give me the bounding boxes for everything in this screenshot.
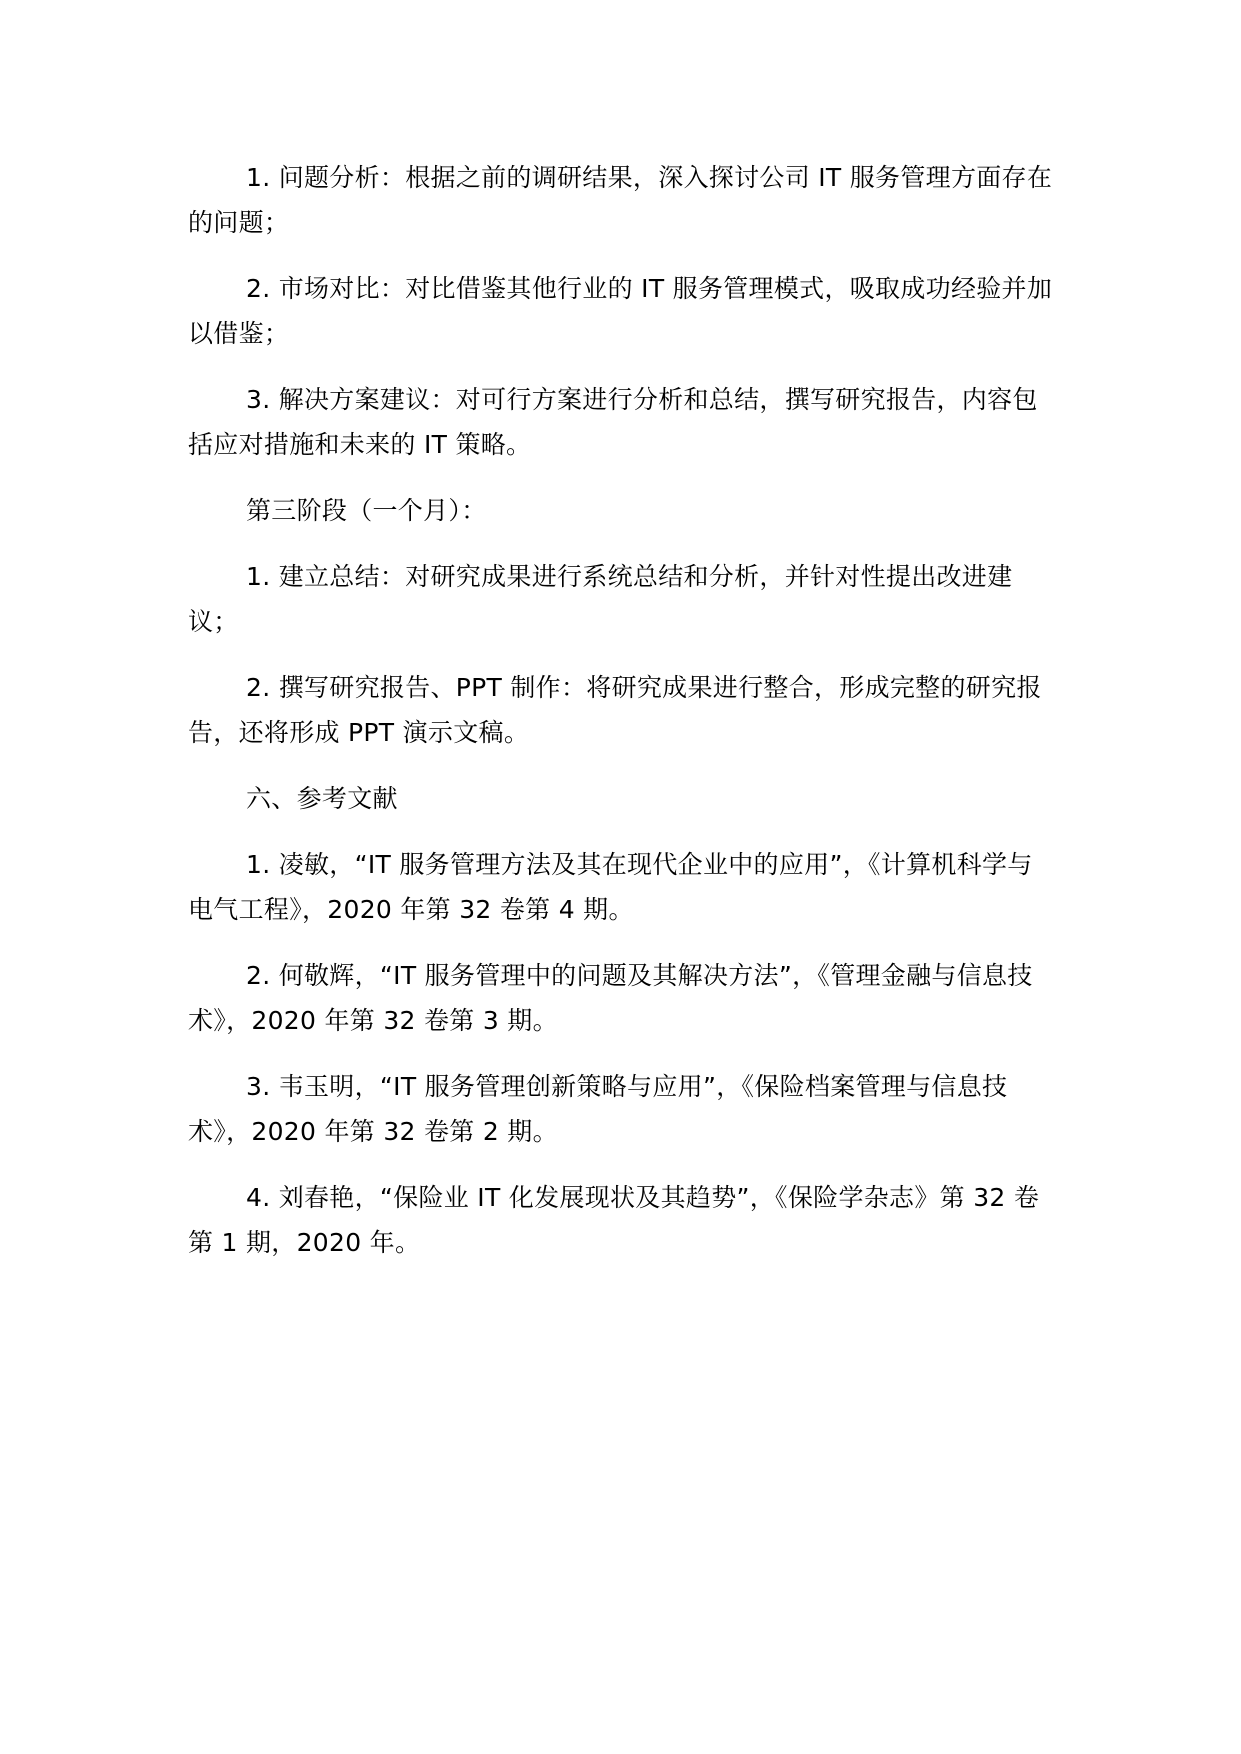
- document-body: [188, 155, 1054, 1286]
- reference-item-2: 2. 何敬辉，“IT 服务管理中的问题及其解决方法”，《管理金融与信息技术》，2020 年第 32 卷第 3 期。: [188, 961, 1033, 1035]
- paragraph-build-summary: 1. 建立总结：对研究成果进行系统总结和分析，并针对性提出改进建议；: [188, 562, 1013, 636]
- paragraph-report-ppt: 2. 撰写研究报告、PPT 制作：将研究成果进行整合，形成完整的研究报告，还将形成 PPT 演示文稿。: [188, 673, 1042, 747]
- paragraph-solution-suggestion: 3. 解决方案建议：对可行方案进行分析和总结，撰写研究报告，内容包括应对措施和未来的 IT 策略。: [188, 385, 1038, 459]
- reference-item-3: 3. 韦玉明，“IT 服务管理创新策略与应用”，《保险档案管理与信息技术》，2020 年第 32 卷第 2 期。: [188, 1072, 1008, 1146]
- reference-item-1: 1. 凌敏，“IT 服务管理方法及其在现代企业中的应用”，《计算机科学与电气工程》，2020 年第 32 卷第 4 期。: [188, 850, 1033, 924]
- reference-item-4: 4. 刘春艳，“保险业 IT 化发展现状及其趋势”，《保险学杂志》第 32 卷第 1 期，2020 年。: [188, 1183, 1040, 1257]
- heading-references: 六、参考文献: [246, 784, 398, 813]
- paragraph-problem-analysis: 1. 问题分析：根据之前的调研结果，深入探讨公司 IT 服务管理方面存在的问题；: [188, 163, 1053, 237]
- heading-phase-three: 第三阶段（一个月）：: [246, 496, 487, 525]
- paragraph-market-comparison: 2. 市场对比：对比借鉴其他行业的 IT 服务管理模式，吸取成功经验并加以借鉴；: [188, 274, 1053, 348]
